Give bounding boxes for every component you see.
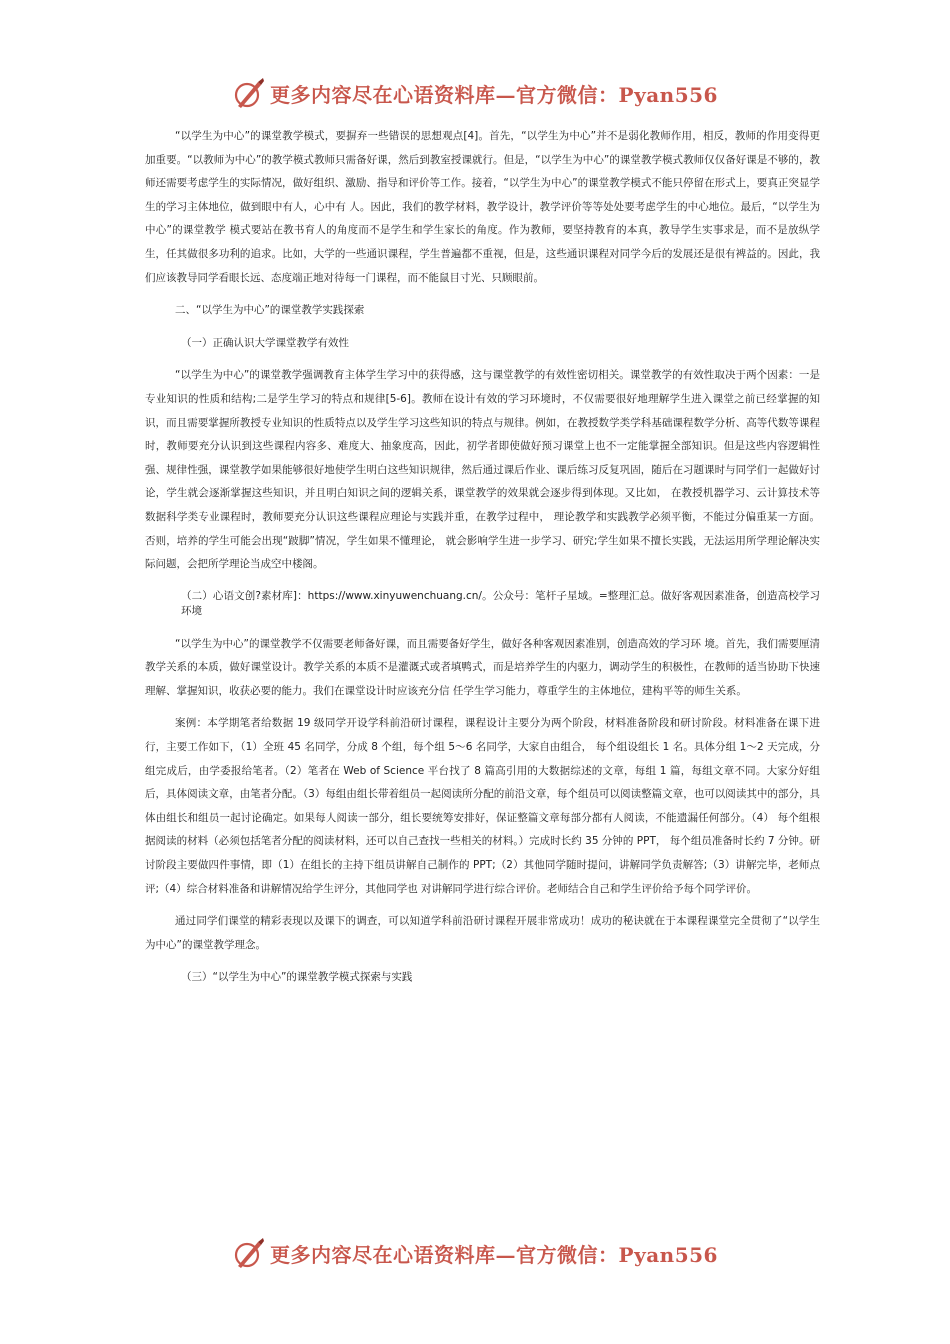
paragraph-2: “以学生为中心”的课堂教学强调教育主体学生学习中的获得感，这与课堂教学的有效性密切相关。课堂教学的有效性取决于两个因素：一是专业知识的性质和结构;二是学生学习的特点和规律[5-6]。教师在设计有效的学习环境时，不仅需要很好地理解学生进入课堂之前已经掌握的知识，而且需要掌握所教授专业知识的性质特点以及学生学习这些知识的特点与规律。例如，在教授数学类学科基础课程数学分析、高等代数等课程时，教师要充分认识到这些课程内容多、难度大、抽象度高，因此，初学者即使做好预习课堂上也不一定能掌握全部知识。但是这些内容逻辑性强、规律性强，课堂教学如果能够很好地使学生明白这些知识规律，然后通过课后作业、课后练习反复巩固，随后在习题课时与同学们一起做好讨论，学生就会逐渐掌握这些知识，并且明白知识之间的逻辑关系，课堂教学的效果就会逐步得到体现。又比如， 在教授机器学习、云计算技术等数据科学类专业课程时，教师要充分认识这些课程应理论与实践并重，在教学过程中， 理论教学和实践教学必须平衡，不能过分偏重某一方面。否则，培养的学生可能会出现“跛脚”情况，学生如果不懂理论， 就会影响学生进一步学习、研究;学生如果不擅长实践，无法运用所学理论解决实际问题，会把所学理论当成空中楼阁。 <box>145 369 820 571</box>
document-body <box>145 125 820 990</box>
subheading-2: （二）心语文创?素材库]：https://www.xinyuwenchuang.cn/。公众号：笔杆子星域。=整理汇总。做好客观因素准备，创造高校学习环境 <box>181 589 820 617</box>
pen-logo-icon <box>232 1236 266 1270</box>
paragraph-1: “以学生为中心”的课堂教学模式，要摒弃一些错误的思想观点[4]。首先，“以学生为中心”并不是弱化教师作用，相反，教师的作用变得更加重要。“以教师为中心”的教学模式教师只需备好课，然后到教室授课就行。但是，“以学生为中心”的课堂教学模式教师仅仅备好课是不够的，教师还需要考虑学生的实际情况，做好组织、激励、指导和评价等工作。接着，“以学生为中心”的课堂教学模式不能只停留在形式上，要真正突显学生的学习主体地位，做到眼中有人，心中有 人。因此，我们的教学材料，教学设计，教学评价等等处处要考虑学生的中心地位。最后，“以学生为中心”的课堂教学 模式要站在教书育人的角度而不是学生和学生家长的角度。作为教师，要坚持教育的本真，教导学生实事求是，而不是放纵学生，任其做很多功利的追求。比如，大学的一些通识课程，学生普遍都不重视，但是，这些通识课程对同学今后的发展还是很有裨益的。因此，我们应该教导同学看眼长远、态度端正地对待每一门课程，而不能鼠目寸光、只顾眼前。 <box>145 130 820 284</box>
subheading-3: （三）“以学生为中心”的课堂教学模式探索与实践 <box>181 971 413 984</box>
paragraph-3: “以学生为中心”的课堂教学不仅需要老师备好课，而且需要备好学生，做好各种客观因素准别，创造高效的学习环 境。首先，我们需要厘清教学关系的本质，做好课堂设计。教学关系的本质不是灌溉式或者填鸭式，而是培养学生的内驱力，调动学生的积极性，在教师的适当协助下快速理解、掌握知识，收获必要的能力。我们在课堂设计时应该充分信 任学生学习能力，尊重学生的主体地位，建构平等的师生关系。 <box>145 637 820 697</box>
footer-banner <box>0 1233 950 1273</box>
subheading-1: （一）正确认识大学课堂教学有效性 <box>181 336 349 349</box>
pen-logo-icon <box>232 76 266 110</box>
section-heading-2: 二、“以学生为中心”的课堂教学实践探索 <box>175 304 365 317</box>
banner-text: 更多内容尽在心语资料库—官方微信：Pyan556 <box>270 1242 718 1267</box>
paragraph-4: 案例：本学期笔者给数据 19 级同学开设学科前沿研讨课程，课程设计主要分为两个阶段，材料准备阶段和研讨阶段。材料准备在课下进行，主要工作如下，（1）全班 45 名同学，分成 8 个组，每个组 5～6 名同学，大家自由组合， 每个组设组长 1 名。具体分组 1～2 天完成，分组完成后，由学委报给笔者。（2）笔者在 Web of Science 平台找了 8 篇高引用的大数据综述的文章，每组 1 篇，每组文章不同。大家分好组后，具体阅读文章，由笔者分配。（3）每组由组长带着组员一起阅读所分配的前沿文章，每个组员可以阅读整篇文章，也可以阅读其中的部分，具体由组长和组员一起讨论确定。如果每人阅读一部分，组长要统筹安排好，保证整篇文章每部分都有人阅读，不能遗漏任何部分。（4） 每个组根据阅读的材料（必须包括笔者分配的阅读材料，还可以自己查找一些相关的材料。）完成时长约 35 分钟的 PPT， 每个组员准备时长约 7 分钟。研讨阶段主要做四件事情，即（1）在组长的主持下组员讲解自己制作的 PPT;（2）其他同学随时提问，讲解同学负责解答;（3）讲解完毕，老师点评;（4）综合材料准备和讲解情况给学生评分，其他同学也 对讲解同学进行综合评价。老师结合自己和学生评价给予每个同学评价。 <box>145 717 820 895</box>
banner-text: 更多内容尽在心语资料库—官方微信：Pyan556 <box>270 82 718 107</box>
header-banner <box>0 73 950 113</box>
paragraph-5: 通过同学们课堂的精彩表现以及课下的调查，可以知道学科前沿研讨课程开展非常成功！成功的秘诀就在于本课程课堂完全贯彻了“以学生为中心”的课堂教学理念。 <box>145 915 820 951</box>
